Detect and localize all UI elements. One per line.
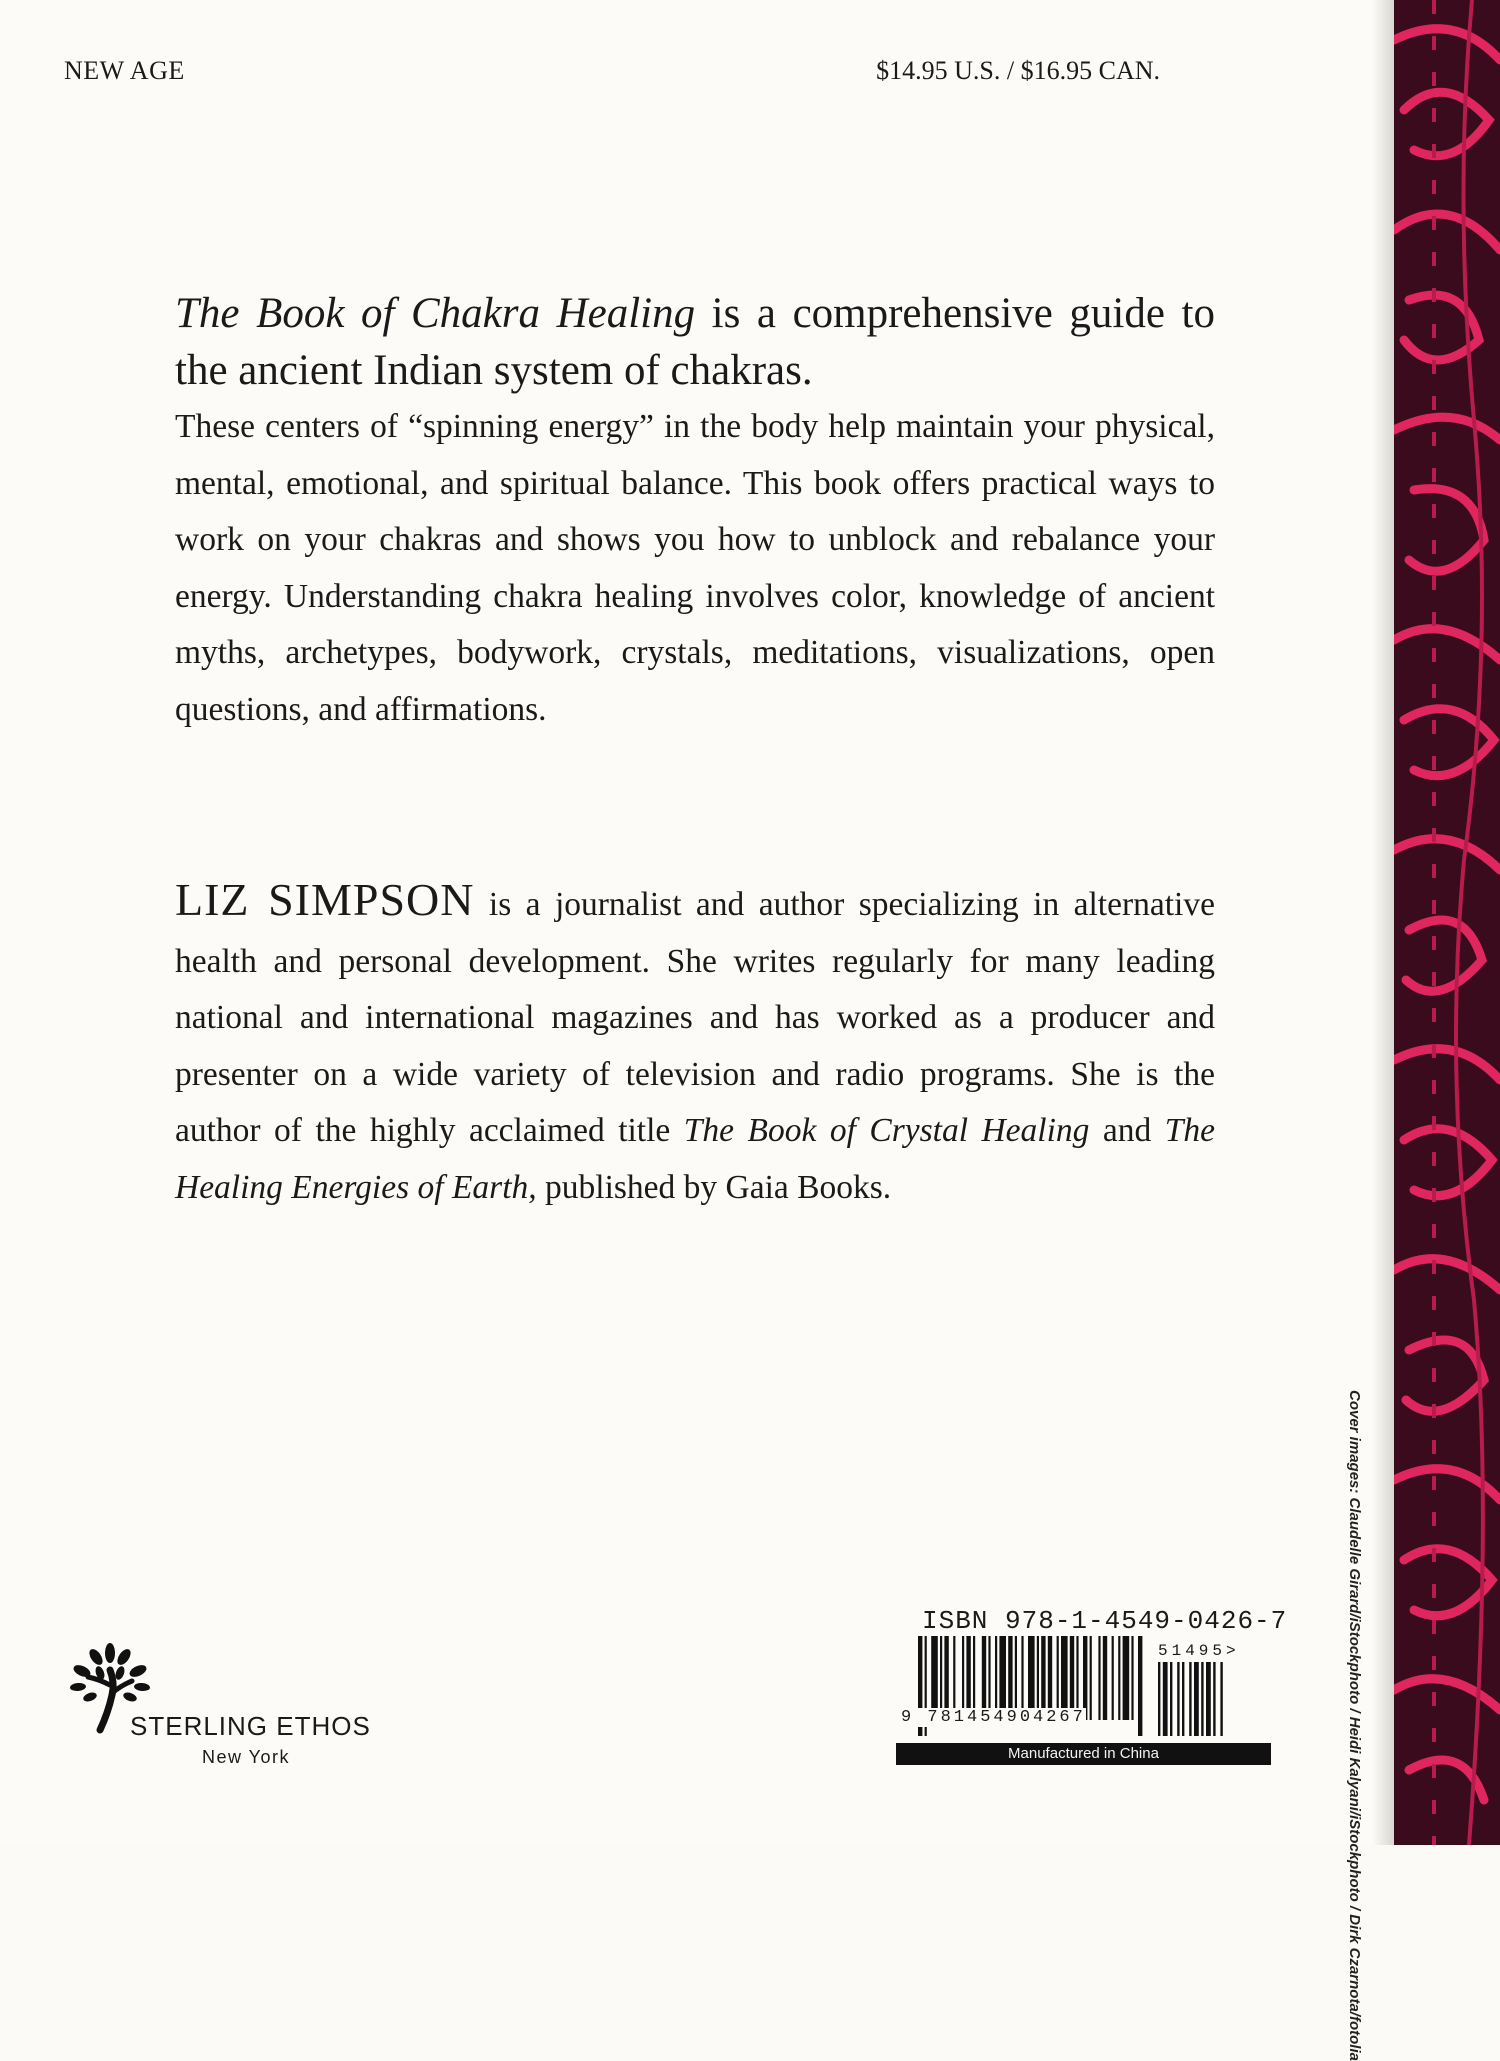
barcode-block [896,1606,1288,1766]
publisher-city: New York [202,1747,291,1767]
addon-digits: 51495> [1158,1642,1240,1660]
publisher-name: STERLING ETHOS [130,1711,371,1741]
book-description [175,285,1215,738]
cover-image-credit: Cover images: Claudelle Girard/iStockphoto / Heidi Kalyani/iStockphoto / Dirk Czarnota/fotolia [1346,1390,1363,2061]
spine-pattern [1394,0,1500,1845]
manufactured-label: Manufactured in China [896,1743,1271,1765]
price-label: $14.95 U.S. / $16.95 CAN. [876,56,1160,85]
category-label: NEW AGE [64,56,185,85]
isbn-label: ISBN 978-1-4549-0426-7 [922,1606,1288,1636]
book-title: The Book of Chakra Healing [175,290,696,337]
lead-text: is a comprehensive guide to the ancient Indian system of chakras. [175,290,1215,394]
page-gutter [1372,0,1394,1845]
description-lead [175,285,1215,399]
author-name: LIZ SIMPSON [175,874,475,925]
author-bio: LIZ SIMPSON is a journalist and author specializing in alternative health and personal development. She writes regularly for many leading national and international magazines and has worked as a producer and presenter on a wide variety of television and radio programs. She is the author of the highly acclaimed title The Book of Crystal Healing and The Healing Energies of Earth, published by Gaia Books. [175,874,1215,1206]
publisher-logo [60,1635,390,1775]
book-title-crystal: The Book of Crystal Healing [683,1112,1090,1149]
barcode-digits: 9 781454904267 [901,1708,1086,1727]
description-body: These centers of “spinning energy” in the body help maintain your physical, mental, emotional, and spiritual balance. This book offers practical ways to work on your chakras and shows you how to unblock and rebalance your energy. Understanding chakra healing involves color, knowledge of ancient myths, archetypes, bodywork, crystals, meditations, visualizations, open questions, and affirmations. [175,408,1215,728]
book-title-earth: The Healing Energies of Earth, [175,1112,1215,1206]
